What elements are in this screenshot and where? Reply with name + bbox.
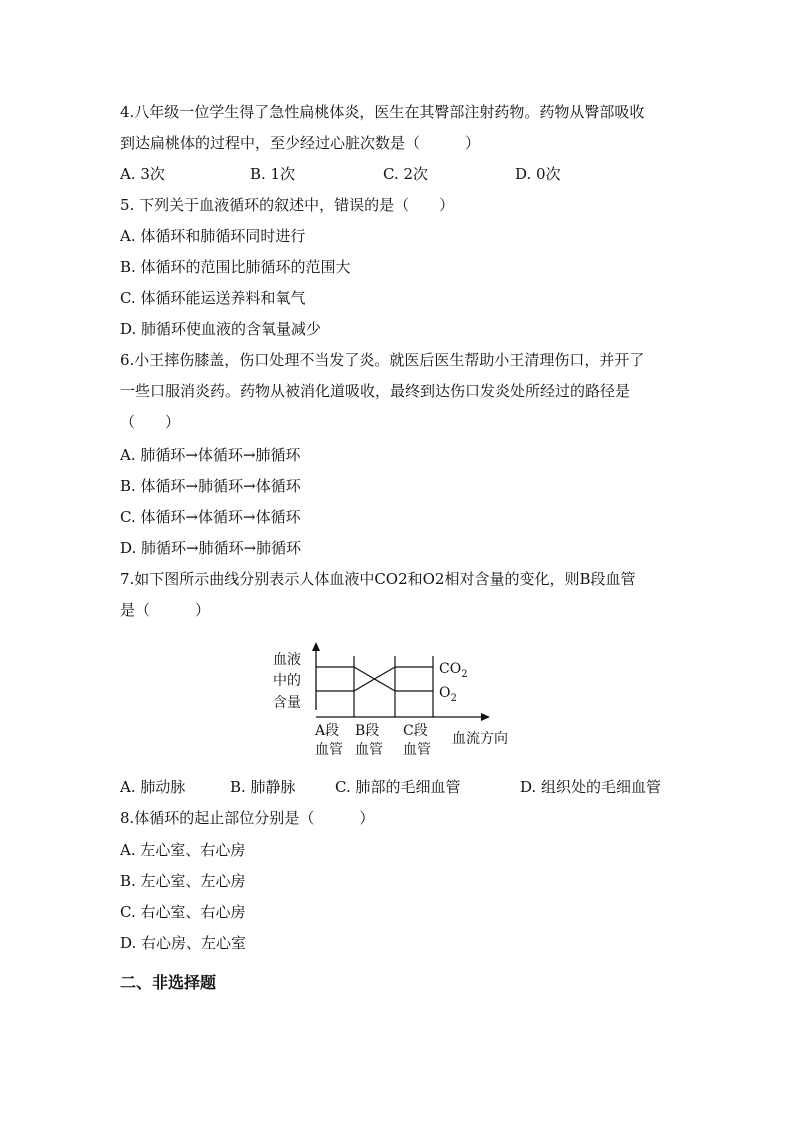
q4-option-d: D. 0次 xyxy=(515,165,561,183)
seg-c-label-2: 血管 xyxy=(403,742,431,758)
ylabel-line1: 血液 xyxy=(273,652,301,668)
seg-a-label-2: 血管 xyxy=(315,742,343,758)
q5-stem: 5. 下列关于血液循环的叙述中，错误的是（ ） xyxy=(120,196,455,214)
q8-option-a: A. 左心室、右心房 xyxy=(120,841,246,859)
xlabel: 血流方向 xyxy=(452,731,508,747)
seg-b-label-1: B段 xyxy=(355,723,380,739)
seg-c-label-1: C段 xyxy=(403,723,428,739)
section-title: 二、非选择题 xyxy=(120,973,217,992)
q7-option-a: A. 肺动脉 xyxy=(120,778,186,796)
q8-stem: 8.体循环的起止部位分别是（ ） xyxy=(120,809,375,827)
q7-option-b: B. 肺静脉 xyxy=(230,778,296,796)
ylabel-line3: 含量 xyxy=(273,695,301,711)
q6-stem-line3: （ ） xyxy=(120,413,181,431)
q6-option-d: D. 肺循环→肺循环→肺循环 xyxy=(120,539,302,557)
x-axis-arrow xyxy=(481,713,490,721)
q6-stem-line2: 一些口服消炎药。药物从被消化道吸收，最终到达伤口发炎处所经过的路径是 xyxy=(120,382,631,400)
q8-option-d: D. 右心房、左心室 xyxy=(120,934,247,952)
q6-option-a: A. 肺循环→体循环→肺循环 xyxy=(120,446,301,464)
y-axis-arrow xyxy=(312,642,320,651)
q5-option-a: A. 体循环和肺循环同时进行 xyxy=(120,227,306,245)
q7-option-d: D. 组织处的毛细血管 xyxy=(520,778,662,796)
q5-option-b: B. 体循环的范围比肺循环的范围大 xyxy=(120,258,351,276)
blood-gas-diagram xyxy=(270,640,530,765)
q4-stem-line1: 4.八年级一位学生得了急性扁桃体炎，医生在其臀部注射药物。药物从臀部吸收 xyxy=(120,103,645,121)
q7-option-c: C. 肺部的毛细血管 xyxy=(335,778,461,796)
q4-option-c: C. 2次 xyxy=(383,165,429,183)
q6-stem-line1: 6.小王摔伤膝盖，伤口处理不当发了炎。就医后医生帮助小王清理伤口，并开了 xyxy=(120,351,645,369)
co2-label: $CO_2$ xyxy=(439,661,468,680)
q6-option-c: C. 体循环→体循环→体循环 xyxy=(120,508,301,526)
q4-option-b: B. 1次 xyxy=(250,165,296,183)
q7-stem-line1: 7.如下图所示曲线分别表示人体血液中CO2和O2相对含量的变化，则B段血管 xyxy=(120,570,636,588)
q7-stem-line2: 是（ ） xyxy=(120,601,211,619)
q6-option-b: B. 体循环→肺循环→体循环 xyxy=(120,477,301,495)
ylabel-line2: 中的 xyxy=(273,673,301,689)
q8-option-c: C. 右心室、右心房 xyxy=(120,903,246,921)
o2-label: $O_2$ xyxy=(439,685,457,704)
seg-b-label-2: 血管 xyxy=(355,742,383,758)
q5-option-c: C. 体循环能运送养料和氧气 xyxy=(120,289,306,307)
seg-a-label-1: A段 xyxy=(315,723,340,739)
q8-option-b: B. 左心室、左心房 xyxy=(120,872,246,890)
q5-option-d: D. 肺循环使血液的含氧量减少 xyxy=(120,320,322,338)
q4-option-a: A. 3次 xyxy=(120,165,165,183)
q4-stem-line2: 到达扁桃体的过程中，至少经过心脏次数是（ ） xyxy=(120,134,481,152)
